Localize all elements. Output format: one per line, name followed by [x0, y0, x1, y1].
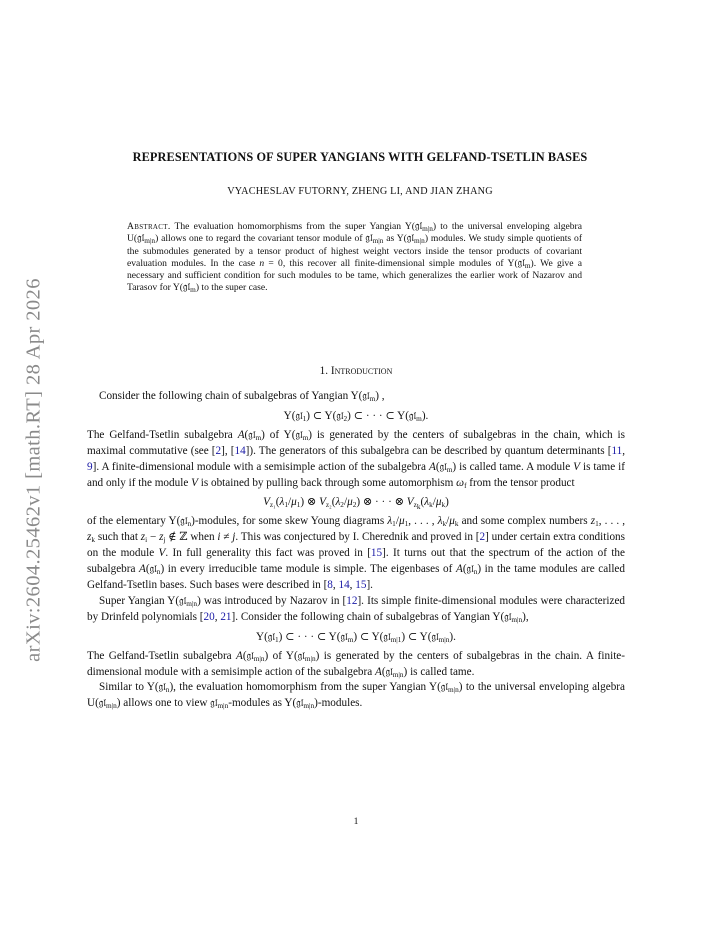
- citation-link[interactable]: 20: [203, 610, 215, 623]
- citation-link[interactable]: 9: [87, 460, 93, 473]
- section-title-text: Introduction: [330, 365, 393, 377]
- paragraph: Similar to Y(𝔤𝔩$_n$), the evaluation homomorphism from the super Yangian Y(𝔤𝔩$_{m|n}$) to the universal enveloping algebra U(𝔤𝔩$_{m|n}$) allows one to view 𝔤𝔩$_{m|n}$-modules as Y(𝔤𝔩$_{m|n}$)-modules.: [87, 681, 626, 711]
- citation-link[interactable]: 2: [215, 444, 222, 457]
- citation-link[interactable]: 2: [479, 531, 486, 544]
- abstract: Abstract. The evaluation homomorphisms from the super Yangian Y(𝔤𝔩$_{m|n}$) to the universal enveloping algebra U(𝔤𝔩$_{m|n}$) allows one to regard the covariant tensor module of 𝔤𝔩$_{m|n}$ as Y(𝔤𝔩$_{m|n}$) modules. We study simple quotients of the submodules generated by a tensor product of highest weight vectors inside the tensor products of covariant evaluation modules. In the case n = 0, this recover all finite-dimensional simple modules of Y(𝔤𝔩$_m$). We give a necessary and sufficient condition for such modules to be tame, which generalizes the earlier work of Nazarov and Tarasov for Y(𝔤𝔩$_m$) to the super case.: [127, 221, 583, 295]
- citation-link[interactable]: 15: [370, 547, 383, 560]
- author-list: VYACHESLAV FUTORNY, ZHENG LI, AND JIAN ZHANG: [227, 186, 493, 197]
- citation-link[interactable]: 21: [220, 610, 232, 623]
- paper-title: REPRESENTATIONS OF SUPER YANGIANS WITH GELFAND-TSETLIN BASES: [132, 150, 588, 164]
- page-number: 1: [353, 816, 359, 827]
- section-number: 1.: [319, 365, 329, 377]
- citation-link[interactable]: 12: [346, 594, 358, 607]
- citation-link[interactable]: 15: [355, 578, 367, 591]
- paragraph: of the elementary Y(𝔤𝔩$_n$)-modules, for some skew Young diagrams $\lambda_1/\mu_1$, . . . , $\lambda_k/\mu_k$ and some complex numbers $z_1$, . . . , $z_k$ such that $z_i - z_j$ ∉ ℤ when i ≠ j. This was conjectured by I. Cherednik and proved in [2] under certain extra conditions on the module V. In full generality this fact was proved in [15]. It turns out that the spectrum of the action of the subalgebra A(𝔤𝔩$_n$) in every irreducible tame module is simple. The eigenbases of A(𝔤𝔩$_n$) in the tame modules are called Gelfand-Tsetlin bases. Such bases were described in [8, 14, 15].: [87, 515, 626, 591]
- citation-link[interactable]: 14: [338, 578, 350, 591]
- citation-link[interactable]: 14: [234, 444, 246, 457]
- paragraph: The Gelfand-Tsetlin subalgebra A(𝔤𝔩$_{m|n}$) of Y(𝔤𝔩$_{m|n}$) is generated by the centers of subalgebras in the chain. A finite-dimensional module with a semisimple action of the subalgebra A(𝔤𝔩$_{m|n}$) is called tame.: [87, 649, 625, 679]
- introduction-body: [87, 389, 625, 712]
- section-heading-introduction: [0, 365, 712, 377]
- abstract-label: Abstract.: [127, 221, 171, 232]
- paragraph: The Gelfand-Tsetlin subalgebra A(𝔤𝔩$_m$) of Y(𝔤𝔩$_m$) is generated by the centers of subalgebras in the chain, which is maximal commutative (see [2], [14]). The generators of this subalgebra can be described by quantum determinants [11, 9]. A finite-dimensional module with a semisimple action of the subalgebra A(𝔤𝔩$_m$) is called tame. A module V is tame if and only if the module V is obtained by pulling back through some automorphism $\omega_f$ from the tensor product: [87, 428, 626, 490]
- display-equation: Y(𝔤𝔩$_1$) ⊂ Y(𝔤𝔩$_2$) ⊂ · · · ⊂ Y(𝔤𝔩$_m$).: [283, 409, 429, 423]
- citation-link[interactable]: 8: [327, 578, 333, 591]
- arxiv-identifier-stamp: arXiv:2604.25462v1 [math.RT] 28 Apr 2026: [22, 278, 45, 662]
- paragraph: Super Yangian Y(𝔤𝔩$_{m|n}$) was introduced by Nazarov in [12]. Its simple finite-dimensional modules were characterized by Drinfeld polynomials [20, 21]. Consider the following chain of subalgebras of Yangian Y(𝔤𝔩$_{m|n}$),: [87, 594, 625, 624]
- citation-link[interactable]: 11: [611, 444, 623, 457]
- paragraph: Consider the following chain of subalgebras of Yangian Y(𝔤𝔩$_m$) ,: [99, 390, 385, 403]
- display-equation: Y(𝔤𝔩$_1$) ⊂ · · · ⊂ Y(𝔤𝔩$_m$) ⊂ Y(𝔤𝔩$_{m|1}$) ⊂ Y(𝔤𝔩$_{m|n}$).: [256, 630, 456, 644]
- display-equation: $V_{z_1}(\lambda_1/\mu_1)$ ⊗ $V_{z_2}(\lambda_2/\mu_2)$ ⊗ · · · ⊗ $V_{z_k}(\lambda_k/\mu_k)$: [263, 496, 449, 512]
